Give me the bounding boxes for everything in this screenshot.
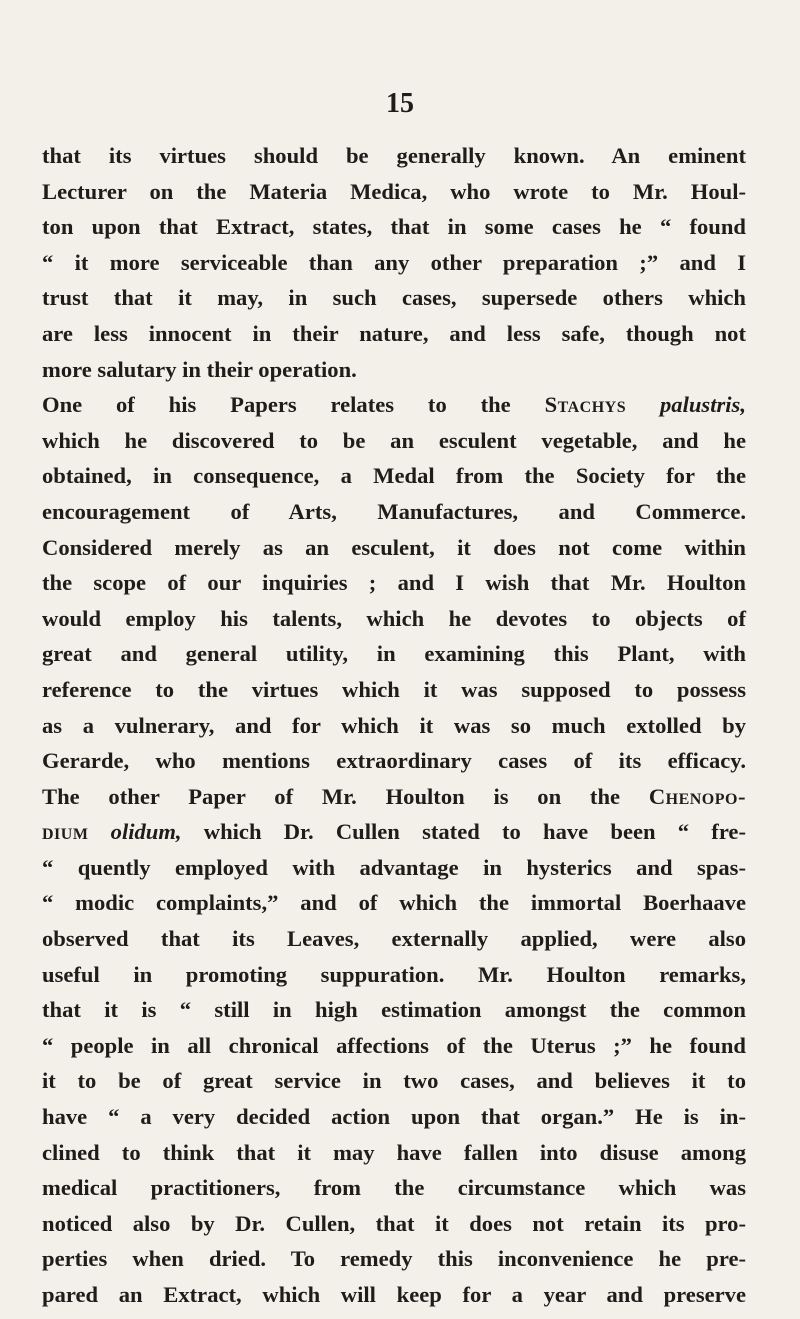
text-line: reference to the virtues which it was supposed to possess: [42, 676, 746, 702]
page-number: 15: [386, 88, 414, 119]
text-line: “ modic complaints,” and of which the immortal Boerhaave: [42, 890, 746, 916]
species-name: dium: [42, 819, 89, 845]
text-line: “ it more serviceable than any other preparation ;” and I: [42, 249, 746, 275]
text-line: have “ a very decided action upon that organ.” He is in-: [42, 1104, 746, 1130]
text-line: “ people in all chronical affections of the Uterus ;” he found: [42, 1032, 746, 1058]
text-line: medical practitioners, from the circumstance which was: [42, 1175, 746, 1201]
text-line: the scope of our inquiries ; and I wish that Mr. Houlton: [42, 570, 746, 596]
text-line: [42, 779, 746, 815]
text-line: pared an Extract, which will keep for a year and preserve: [42, 1282, 746, 1307]
text-line: [42, 814, 746, 850]
text-run: The other Paper of Mr. Houlton is on the: [42, 783, 649, 809]
text-line: “ quently employed with advantage in hysterics and spas-: [42, 854, 746, 880]
text-line: ton upon that Extract, states, that in some cases he “ found: [42, 214, 746, 240]
text-line: encouragement of Arts, Manufactures, and Commerce.: [42, 498, 746, 524]
text-line: observed that its Leaves, externally applied, were also: [42, 926, 746, 952]
species-name: Chenopo-: [648, 783, 746, 809]
text-line: noticed also by Dr. Cullen, that it does not retain its pro-: [42, 1210, 746, 1236]
text-line: are less innocent in their nature, and less safe, though not: [42, 320, 746, 346]
text-line: trust that it may, in such cases, supersede others which: [42, 285, 746, 311]
text-line: clined to think that it may have fallen into disuse among: [42, 1139, 746, 1165]
text-line: would employ his talents, which he devotes to objects of: [42, 605, 746, 631]
text-line: which he discovered to be an esculent vegetable, and he: [42, 427, 746, 453]
species-name: Stachys: [544, 392, 627, 418]
text-line: Gerarde, who mentions extraordinary cases of its efficacy.: [42, 748, 746, 774]
text-line: more salutary in their operation.: [42, 356, 357, 382]
species-epithet: olidum,: [110, 819, 182, 845]
text-line: great and general utility, in examining this Plant, with: [42, 641, 746, 667]
text-line: that its virtues should be generally known. An eminent: [42, 143, 746, 168]
text-line: obtained, in consequence, a Medal from the Society for the: [42, 463, 746, 489]
text-line: Considered merely as an esculent, it does not come within: [42, 534, 746, 560]
text-line: [42, 387, 746, 423]
text-line: perties when dried. To remedy this inconvenience he pre-: [42, 1246, 746, 1272]
text-line: it to be of great service in two cases, and believes it to: [42, 1068, 746, 1094]
species-epithet: palustris,: [659, 392, 746, 418]
body-text: [42, 138, 746, 1313]
text-line: useful in promoting suppuration. Mr. Houlton remarks,: [42, 961, 746, 987]
text-run: which Dr. Cullen stated to have been “ fre-: [181, 819, 746, 845]
text-run: One of his Papers relates to the: [42, 392, 545, 418]
text-line: that it is “ still in high estimation amongst the common: [42, 997, 746, 1023]
text-line: as a vulnerary, and for which it was so much extolled by: [42, 712, 746, 738]
text-line: Lecturer on the Materia Medica, who wrote to Mr. Houl-: [42, 178, 746, 204]
